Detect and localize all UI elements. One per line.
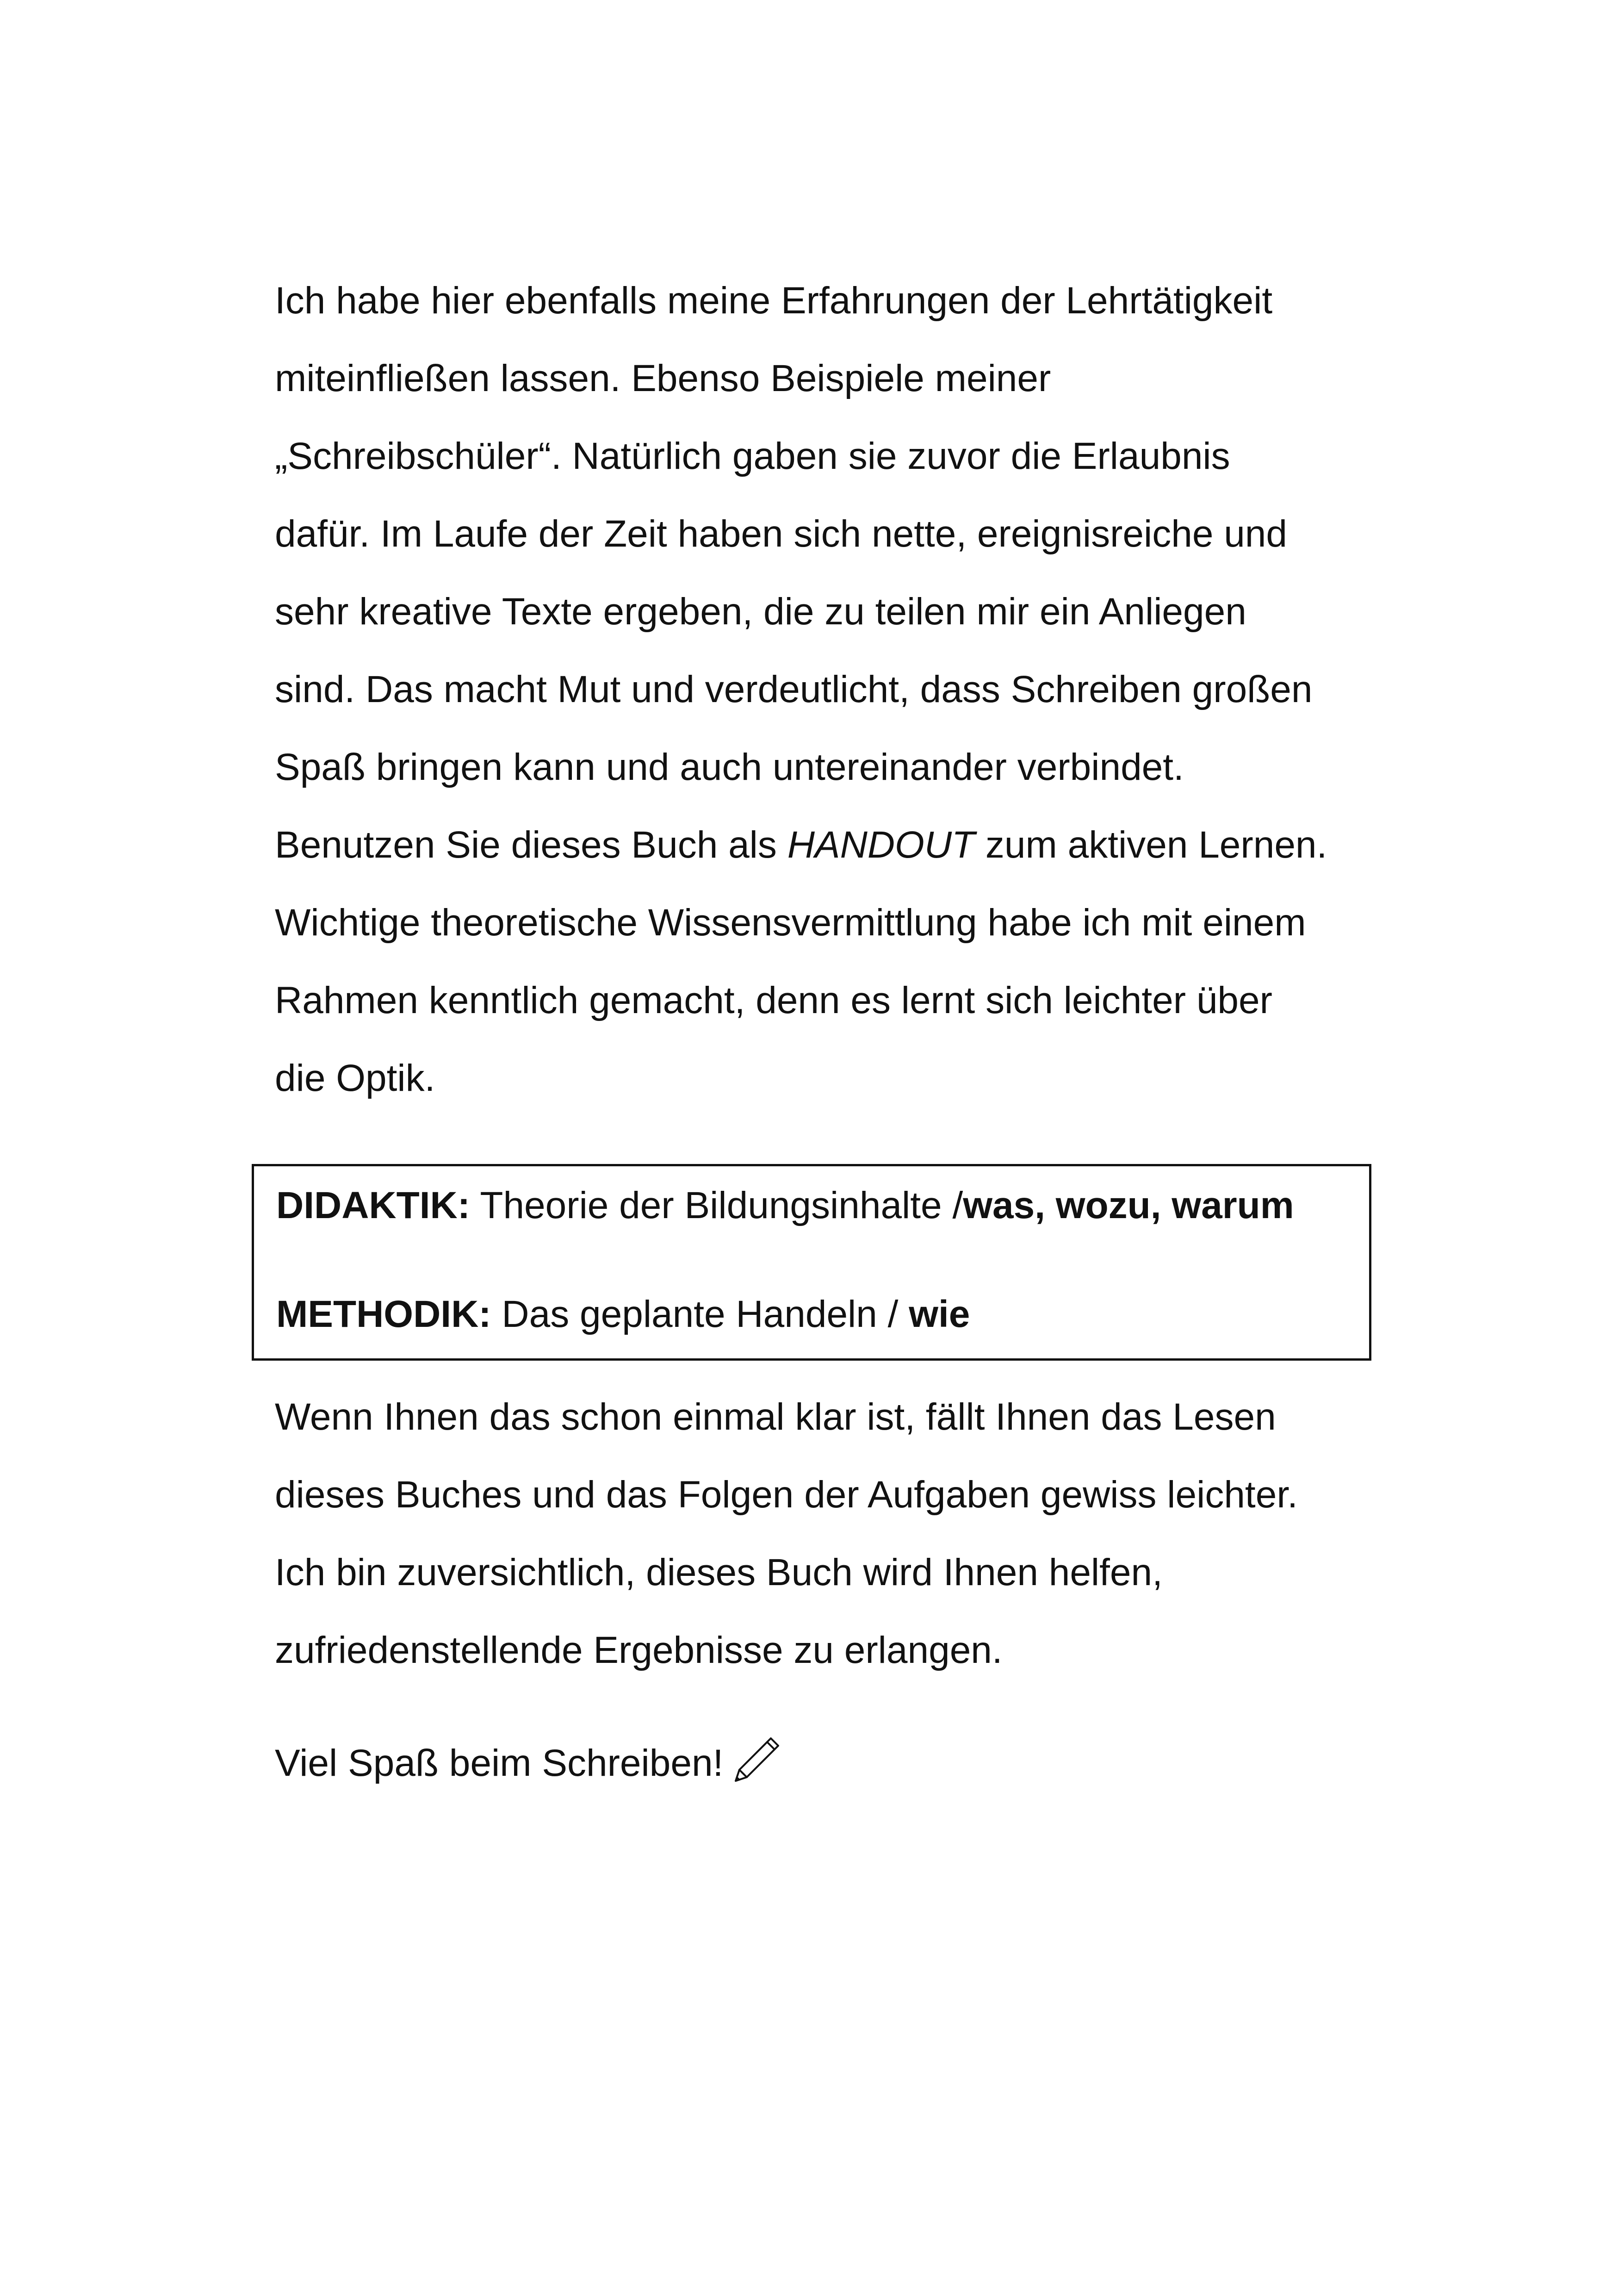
didaktik-definition	[276, 1182, 1294, 1229]
body-text-line: Wichtige theoretische Wissensvermittlung habe ich mit einem	[275, 902, 1306, 944]
handout-text-line	[275, 822, 1327, 868]
methodik-term: METHODIK:	[276, 1293, 491, 1335]
body-text-line: Ich habe hier ebenfalls meine Erfahrungen der Lehrtätigkeit	[275, 280, 1273, 322]
methodik-keywords: wie	[909, 1293, 970, 1335]
didaktik-keywords: was, wozu, warum	[963, 1184, 1294, 1226]
handout-text-before: Benutzen Sie dieses Buch als	[275, 824, 787, 866]
handout-emphasis: HANDOUT	[787, 824, 975, 866]
body-text-line: „Schreibschüler“. Natürlich gaben sie zuvor die Erlaubnis	[275, 435, 1230, 477]
pencil-icon	[731, 1735, 782, 1786]
body-text-line: sind. Das macht Mut und verdeutlicht, dass Schreiben großen	[275, 668, 1313, 710]
body-text-line: sehr kreative Texte ergeben, die zu teilen mir ein Anliegen	[275, 591, 1246, 633]
didaktik-term: DIDAKTIK:	[276, 1184, 471, 1226]
definition-box	[252, 1164, 1371, 1361]
body-text-line: Ich bin zuversichtlich, dieses Buch wird Ihnen helfen,	[275, 1551, 1163, 1593]
didaktik-text: Theorie der Bildungsinhalte /	[470, 1184, 963, 1226]
body-text-line: dafür. Im Laufe der Zeit haben sich nette, ereignisreiche und	[275, 513, 1288, 555]
methodik-definition	[276, 1291, 970, 1338]
sign-off: Viel Spaß beim Schreiben!	[275, 1742, 724, 1784]
body-text-line: die Optik.	[275, 1057, 435, 1099]
body-text-line: Spaß bringen kann und auch untereinander verbindet.	[275, 746, 1184, 788]
body-text-line: Rahmen kenntlich gemacht, denn es lernt sich leichter über	[275, 979, 1272, 1021]
methodik-text: Das geplante Handeln /	[491, 1293, 909, 1335]
handout-text-after: zum aktiven Lernen.	[975, 824, 1327, 866]
body-text-line: dieses Buches und das Folgen der Aufgaben gewiss leichter.	[275, 1474, 1298, 1516]
body-text-line: zufriedenstellende Ergebnisse zu erlangen.	[275, 1629, 1003, 1671]
body-text-line: Wenn Ihnen das schon einmal klar ist, fällt Ihnen das Lesen	[275, 1396, 1276, 1438]
body-text-line: miteinfließen lassen. Ebenso Beispiele meiner	[275, 357, 1051, 399]
